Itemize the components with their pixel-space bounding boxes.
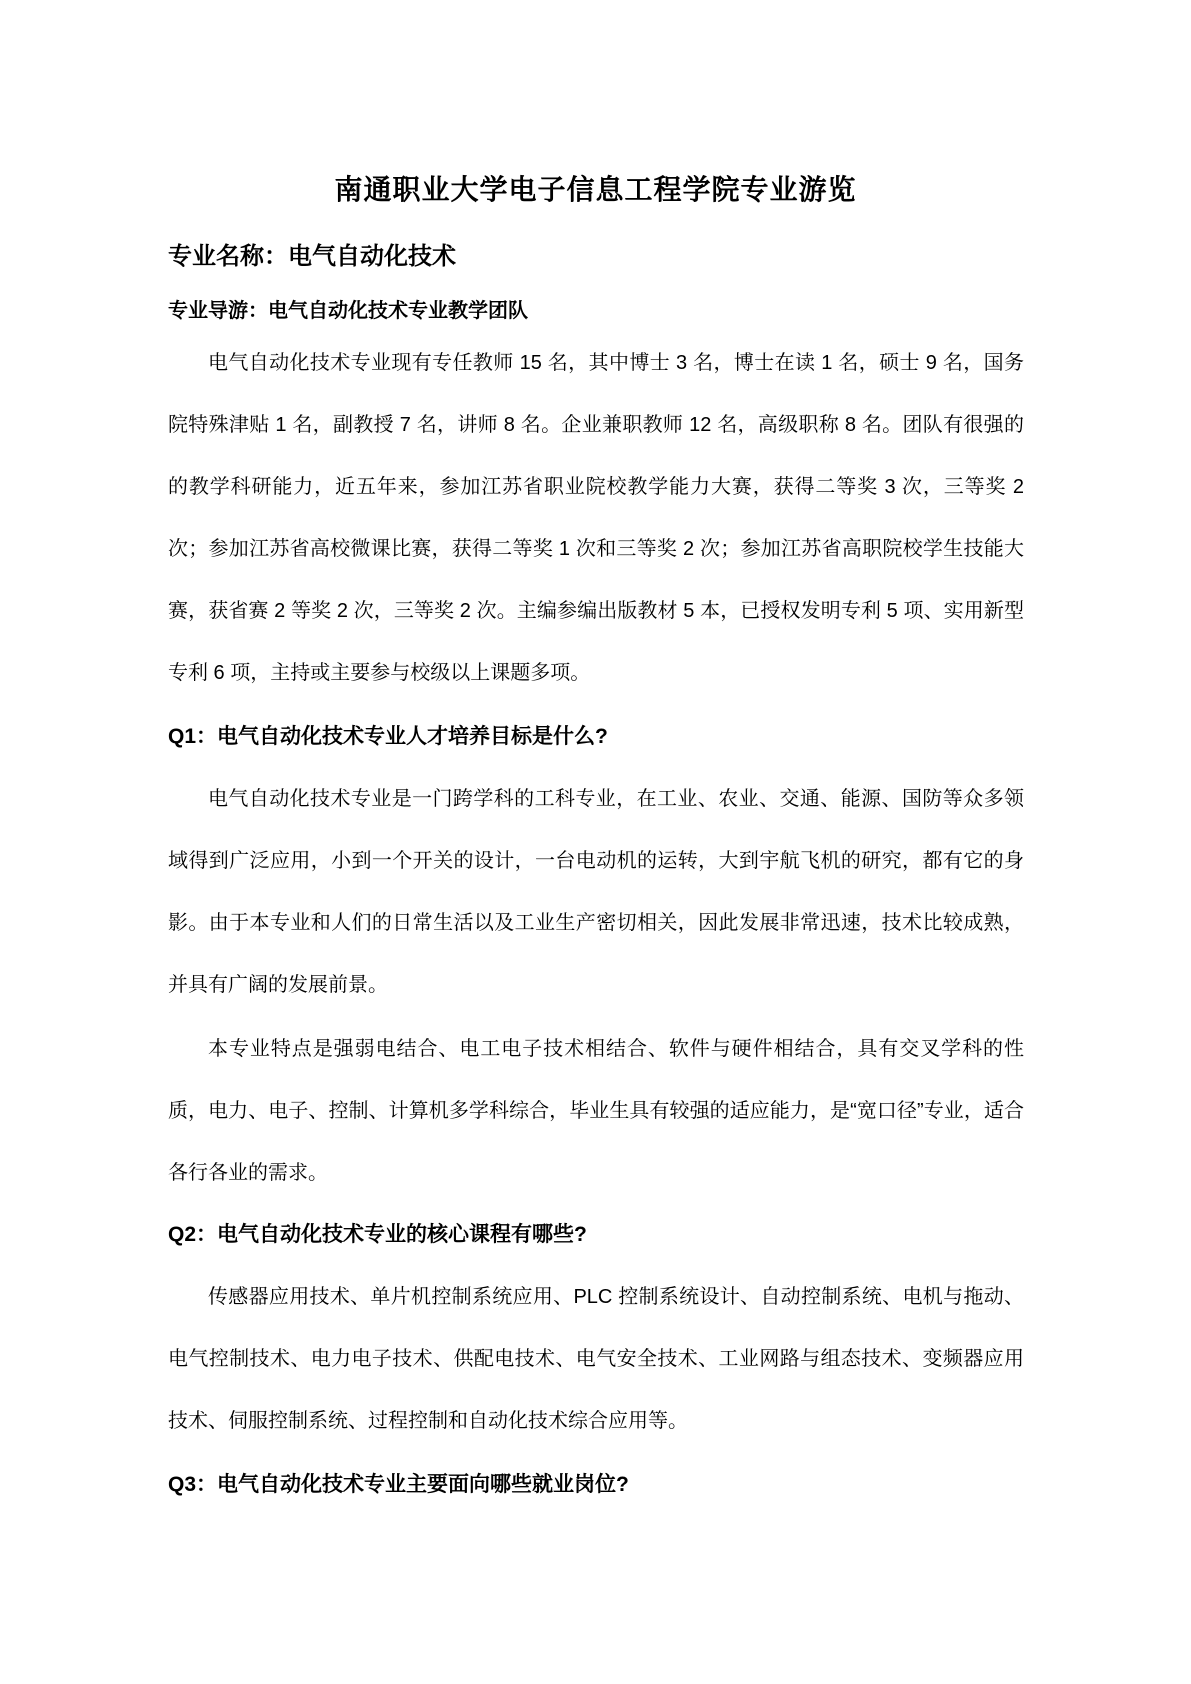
intro-paragraph: 电气自动化技术专业现有专任教师 15 名，其中博士 3 名，博士在读 1 名，硕士 9 名，国务院特殊津贴 1 名，副教授 7 名，讲师 8 名。企业兼职教师 12 名，高级职称 8 名。团队有很强的的教学科研能力，近五年来，参加江苏省职业院校教学能力大赛，获得二等奖 3 次，三等奖 2 次；参加江苏省高校微课比赛，获得二等奖 1 次和三等奖 2 次；参加江苏省高职院校学生技能大赛，获省赛 2 等奖 2 次，三等奖 2 次。主编参编出版教材 5 本，已授权发明专利 5 项、实用新型专利 6 项，主持或主要参与校级以上课题多项。: [168, 352, 1024, 684]
guide-heading: 专业导游：电气自动化技术专业教学团队: [168, 300, 528, 322]
question-1-answer-paragraph-1: 电气自动化技术专业是一门跨学科的工科专业，在工业、农业、交通、能源、国防等众多领域得到广泛应用，小到一个开关的设计，一台电动机的运转，大到宇航飞机的研究，都有它的身影。由于本专业和人们的日常生活以及工业生产密切相关，因此发展非常迅速，技术比较成熟，并具有广阔的发展前景。: [168, 788, 1024, 996]
document-title: 南通职业大学电子信息工程学院专业游览: [334, 173, 857, 205]
question-3-heading: Q3：电气自动化技术专业主要面向哪些就业岗位?: [168, 1473, 629, 1496]
question-2-heading: Q2：电气自动化技术专业的核心课程有哪些?: [168, 1223, 587, 1246]
major-name-heading: 专业名称：电气自动化技术: [168, 242, 456, 270]
question-2-answer-paragraph-1: 传感器应用技术、单片机控制系统应用、PLC 控制系统设计、自动控制系统、电机与拖动、电气控制技术、电力电子技术、供配电技术、电气安全技术、工业网路与组态技术、变频器应用技术、伺服控制系统、过程控制和自动化技术综合应用等。: [168, 1286, 1024, 1432]
question-1-heading: Q1：电气自动化技术专业人才培养目标是什么?: [168, 725, 608, 748]
question-1-answer-paragraph-2: 本专业特点是强弱电结合、电工电子技术相结合、软件与硬件相结合，具有交叉学科的性质，电力、电子、控制、计算机多学科综合，毕业生具有较强的适应能力，是“宽口径”专业，适合各行各业的需求。: [168, 1038, 1024, 1184]
